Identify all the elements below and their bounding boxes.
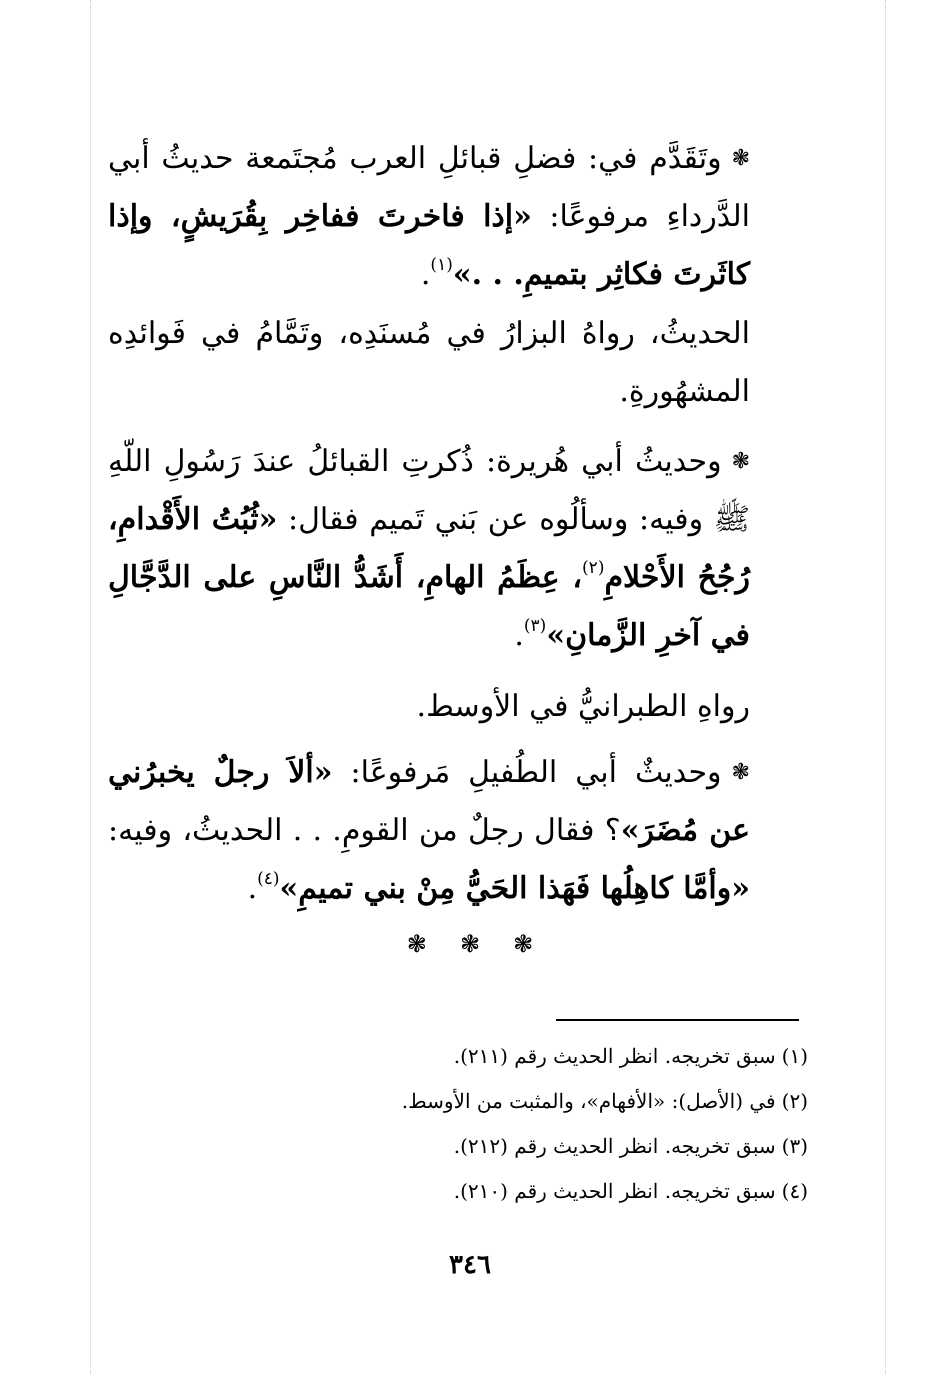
paragraph-4 <box>108 678 808 736</box>
footnote-text: في (الأصل): «الأفهام»، والمثبت من الأوسط. <box>401 1089 776 1113</box>
footnote-ref-3[interactable]: (٣) <box>523 616 547 636</box>
paragraph-3-text: وحديثُ أبي هُريرة: ذُكرتِ القبائلُ عندَ رَسُولِ اللّهِ ﷺ وفيه: وسألُوه عن بَني تَميم فقال: <box>108 444 751 537</box>
paragraph-5-text-2: ؟ فقال رجلٌ من القومِ. . . الحديثُ، وفيه: <box>108 813 621 848</box>
footnote-separator <box>556 1019 799 1021</box>
star-ornament-icon: ❃ <box>731 760 750 785</box>
footnote-text: سبق تخريجه. انظر الحديث رقم (٢١١). <box>453 1044 776 1068</box>
paragraph-5-text-1: وحديثٌ أبي الطُفيلِ مَرفوعًا: <box>332 755 722 790</box>
footnote-1 <box>208 1034 808 1079</box>
star-ornament-icon: ❃ <box>731 449 750 474</box>
footnote-number: (٢) <box>781 1089 808 1113</box>
footnote-2 <box>208 1079 808 1124</box>
paragraph-1-text: وتَقَدَّم في: فضلِ قبائلِ العرب مُجتَمعة حديثُ أبي الدَّرداءِ مرفوعًا: <box>108 141 750 234</box>
footnote-text: سبق تخريجه. انظر الحديث رقم (٢١٠). <box>453 1179 776 1203</box>
paragraph-1 <box>108 130 808 304</box>
footnote-number: (٣) <box>781 1134 808 1158</box>
scan-guide-left <box>90 0 91 1374</box>
paragraph-3-end: . <box>514 618 524 653</box>
footnote-3 <box>208 1124 808 1169</box>
scan-guide-right <box>885 0 886 1374</box>
footnote-4 <box>208 1169 808 1214</box>
star-ornament-icon: ❃ <box>459 930 481 958</box>
footnote-ref-2[interactable]: (٢) <box>582 558 605 578</box>
page-number: ٣٤٦ <box>449 1250 491 1280</box>
paragraph-3-quote-1: «ثُبُتُ الأَقْدامِ، رُجُحُ الأَحْلامِ <box>108 502 750 595</box>
paragraph-5-quote-1: «ألاَ رجلٌ يخبرُني عن مُضَرَ» <box>108 755 750 848</box>
paragraph-3 <box>108 433 808 665</box>
paragraph-5 <box>108 744 808 918</box>
paragraph-5-end: . <box>247 871 258 906</box>
paragraph-2-text: الحديثُ، رواهُ البزارُ في مُسنَدِه، وتَمَّامُ في فَوائدِه المشهُورةِ. <box>108 316 750 409</box>
footnotes <box>208 1034 808 1214</box>
paragraph-5-quote-2: «وأمَّا كاهِلُها فَهَذا الحَيُّ مِنْ بني تميمِ» <box>279 871 750 906</box>
star-ornament-icon: ❃ <box>406 930 427 958</box>
paragraph-4-text: رواهِ الطبرانيُّ في الأوسط. <box>416 689 750 724</box>
footnote-number: (٤) <box>781 1179 808 1203</box>
section-divider <box>0 930 940 958</box>
paragraph-2 <box>108 305 808 421</box>
footnote-text: سبق تخريجه. انظر الحديث رقم (٢١٢). <box>453 1134 776 1158</box>
footnote-ref-1[interactable]: (١) <box>430 255 453 275</box>
paragraph-3-quote-2: ، عِظَمُ الهامِ، أَشَدُّ النَّاسِ على الدَّجَّالِ في آخرِ الزَّمانِ» <box>108 560 750 653</box>
footnote-number: (١) <box>781 1044 808 1068</box>
star-ornament-icon: ❃ <box>731 146 750 171</box>
paragraph-1-quote: «إذا فاخرتَ ففاخِر بِقُرَيشٍ، وإذا كاثَرتَ فكاثِر بتميمِ. . .» <box>108 199 750 292</box>
paragraph-1-end: . <box>420 257 431 292</box>
footnote-ref-4[interactable]: (٤) <box>257 869 280 889</box>
star-ornament-icon: ❃ <box>513 930 534 958</box>
